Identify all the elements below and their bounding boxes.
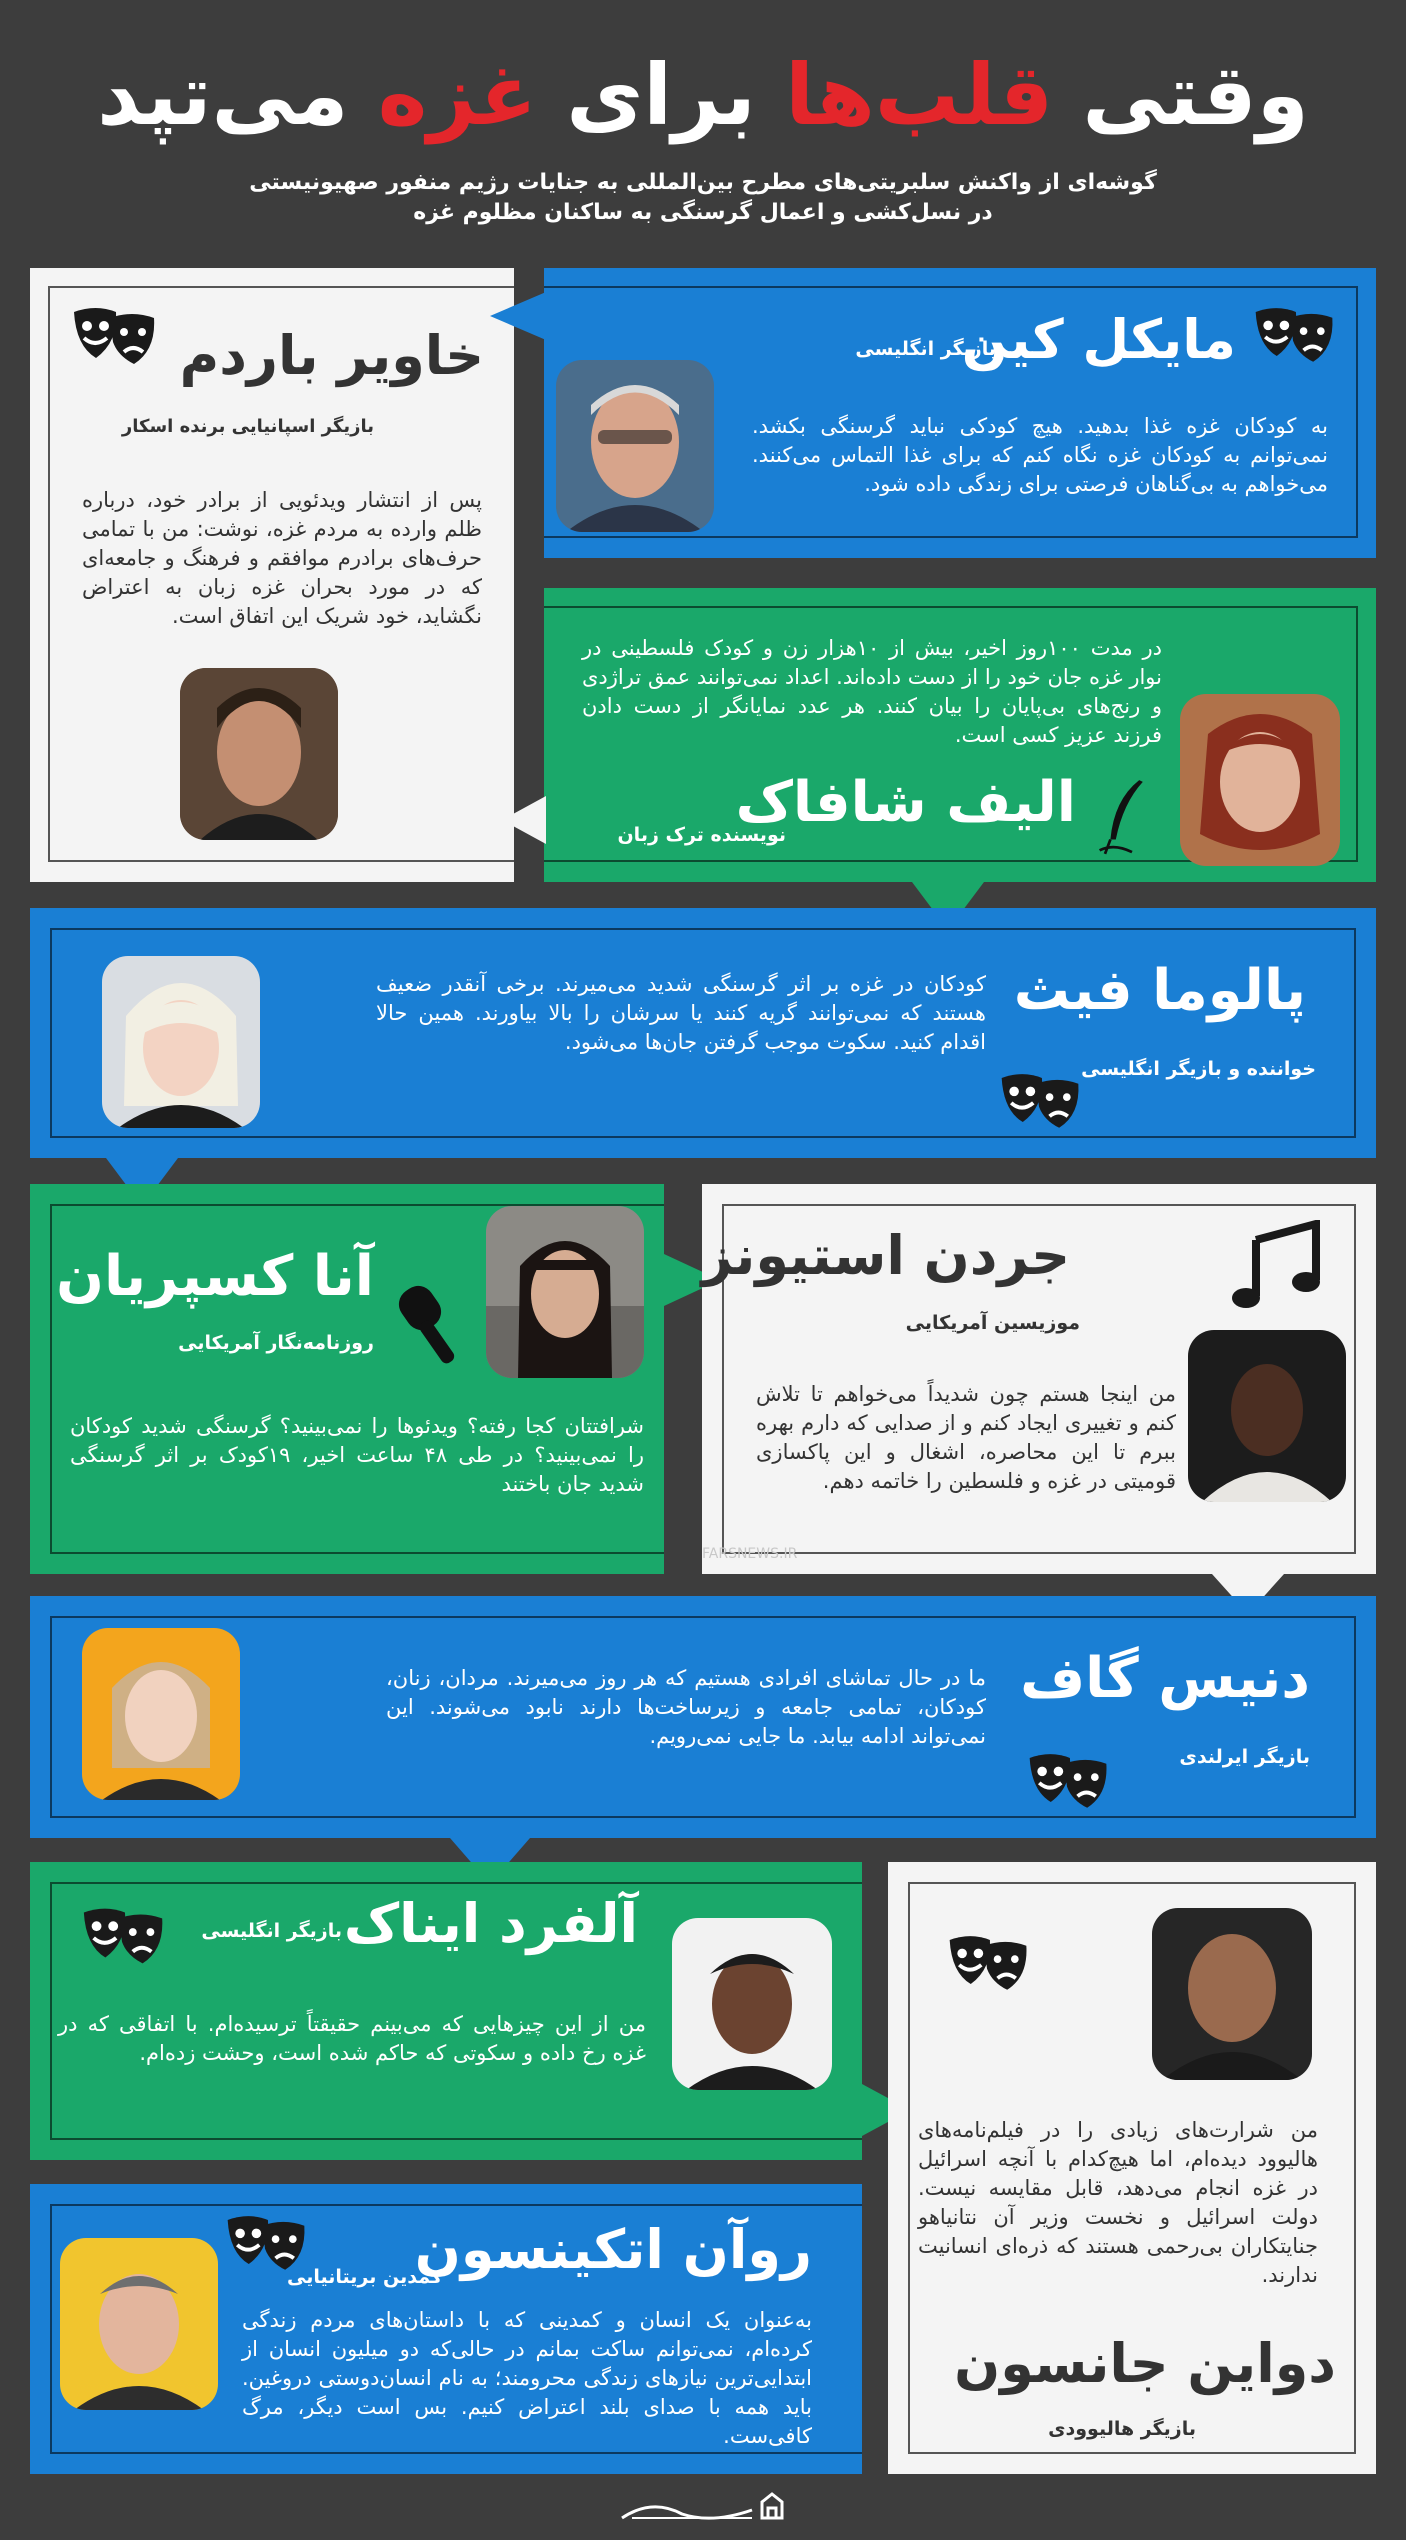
theater-masks-icon bbox=[942, 1930, 1034, 1994]
card-name: دنیس گاف bbox=[1020, 1646, 1310, 1711]
theater-masks-icon bbox=[220, 2210, 312, 2274]
card-denise-gough bbox=[30, 1596, 1376, 1838]
theater-masks-icon bbox=[1248, 302, 1340, 366]
pointer-arrow bbox=[490, 292, 546, 340]
avatar bbox=[1180, 694, 1340, 866]
card-ana-kasparian bbox=[30, 1184, 664, 1574]
card-name: دواین جانسون bbox=[954, 2332, 1336, 2395]
avatar bbox=[60, 2238, 218, 2410]
card-role: خواننده و بازیگر انگلیسی bbox=[1081, 1058, 1316, 1080]
card-quote: ما در حال تماشای افرادی هستیم که هر روز می‌میرند. مردان، زنان، کودکان، تمامی جامعه و زیرساخت‌ها دارند نابود می‌شوند. این نمی‌تواند ادامه بیابد. ما جایی نمی‌رویم. bbox=[386, 1666, 986, 1748]
card-rowan-atkinson bbox=[30, 2184, 862, 2474]
avatar bbox=[180, 668, 338, 840]
card-role: بازیگر انگلیسی bbox=[201, 1920, 342, 1942]
microphone-icon bbox=[394, 1280, 474, 1370]
card-alfred-enoch bbox=[30, 1862, 862, 2160]
avatar bbox=[102, 956, 260, 1128]
title-word-2: برای bbox=[566, 46, 756, 144]
card-elif-shafak bbox=[544, 588, 1376, 882]
card-javier-bardem bbox=[30, 268, 514, 882]
avatar bbox=[82, 1628, 240, 1800]
theater-masks-icon bbox=[994, 1068, 1086, 1132]
card-quote: به‌عنوان یک انسان و کمدینی که با داستان‌های مردم زندگی کرده‌ام، نمی‌توانم ساکت بمانم در حالی‌که دو میلیون انسان از ابتدایی‌ترین نیازهای زندگی محرومند؛ به نام انسان‌دوستی دروغین. باید همه با صدای بلند اعتراض کنیم. بس است دیگر، مرگ کافی‌ست. bbox=[242, 2308, 812, 2448]
card-quote: در مدت ۱۰۰روز اخیر، بیش از ۱۰هزار زن و کودک فلسطینی در نوار غزه جان خود را از دست داده‌اند. اعداد نمی‌توانند عمق تراژدی و رنج‌های بی‌پایان را بیان کنند. هر عدد نمایانگر از دست دادن فرزند عزیز کسی است. bbox=[582, 636, 1162, 747]
card-role: بازیگر اسپانیایی برنده اسکار bbox=[121, 416, 374, 437]
card-role: کمدین بریتانیایی bbox=[287, 2266, 442, 2288]
card-dwayne-johnson bbox=[888, 1862, 1376, 2474]
card-quote: کودکان در غزه بر اثر گرسنگی شدید می‌میرند. برخی آنقدر ضعیف هستند که نمی‌توانند گریه کنند یا سرشان را بالا بیاورند. همین حالا اقدام کنید. سکوت موجب گرفتن جان‌ها می‌شود. bbox=[376, 972, 986, 1054]
card-role: نویسنده ترک زبان bbox=[617, 824, 786, 846]
title-word-3: می‌تپد bbox=[97, 46, 349, 144]
title-word-1: وقتی bbox=[1082, 46, 1309, 144]
title-word-hearts: قلب‌ها bbox=[785, 46, 1054, 144]
avatar bbox=[486, 1206, 644, 1378]
card-jordan-stephens bbox=[702, 1184, 1376, 1574]
theater-masks-icon bbox=[66, 302, 162, 368]
card-role: موزیسین آمریکایی bbox=[905, 1312, 1080, 1334]
card-name: روآن اتکینسون bbox=[414, 2218, 812, 2281]
page-title bbox=[0, 40, 1406, 150]
theater-masks-icon bbox=[1022, 1748, 1114, 1812]
subtitle-line-2: در نسل‌کشی و اعمال گرسنگی به ساکنان مظلوم غزه bbox=[413, 200, 993, 225]
card-name: الیف شافاک bbox=[735, 770, 1076, 835]
card-paloma-faith bbox=[30, 908, 1376, 1158]
card-quote: من اینجا هستم چون شدیداً می‌خواهم تا تلاش کنم و تغییری ایجاد کنم و از صدایی که دارم بهره ببرم تا این محاصره، اشغال و این پاکسازی قومیتی در غزه و فلسطین را خاتمه دهم. bbox=[756, 1382, 1176, 1493]
card-role: بازیگر ایرلندی bbox=[1179, 1746, 1310, 1768]
logo-icon bbox=[612, 2488, 792, 2530]
card-name: آنا کسپریان bbox=[56, 1244, 374, 1309]
avatar bbox=[1152, 1908, 1312, 2080]
avatar bbox=[1188, 1330, 1346, 1502]
watermark: FARSNEWS.IR bbox=[702, 1546, 798, 1562]
card-quote: شرافتتان کجا رفته؟ ویدئوها را نمی‌بینید؟ گرسنگی شدید کودکان را نمی‌بینید؟ در طی ۴۸ ساعت اخیر، ۱۹کودک بر اثر گرسنگی شدید جان باختند bbox=[70, 1414, 644, 1496]
card-quote: من از این چیزهایی که می‌بینم حقیقتاً ترسیده‌ام. با اتفاقی که در غزه رخ داده و سکوتی که حاکم شده است، وحشت زده‌ام. bbox=[58, 2012, 646, 2065]
card-name: خاویر باردم bbox=[179, 324, 484, 387]
avatar bbox=[672, 1918, 832, 2090]
page-subtitle bbox=[0, 168, 1406, 228]
music-notes-icon bbox=[1226, 1220, 1336, 1310]
title-word-gaza: غزه bbox=[377, 46, 537, 144]
card-role: بازیگر انگلیسی bbox=[855, 338, 996, 360]
card-quote: به کودکان غزه غذا بدهید. هیچ کودکی نباید گرسنگی بکشد. نمی‌توانم به کودکان غزه نگاه کنم که برای غذا التماس می‌کنند. می‌خواهم به بی‌گناهان فرصتی برای زندگی داده شود. bbox=[752, 414, 1328, 496]
card-name: آلفرد ایناک bbox=[343, 1892, 638, 1955]
card-michael-caine bbox=[544, 268, 1376, 558]
avatar bbox=[556, 360, 714, 532]
card-role: بازیگر هالیوودی bbox=[1048, 2418, 1196, 2440]
pointer-arrow bbox=[502, 796, 546, 844]
quill-pen-icon bbox=[1096, 774, 1150, 860]
theater-masks-icon bbox=[76, 1902, 170, 1968]
card-quote: من شرارت‌های زیادی را در فیلم‌نامه‌های هالیوود دیده‌ام، اما هیچ‌کدام با آنچه اسرائیل در غزه انجام می‌دهد، قابل مقایسه نیست. دولت اسرائیل و نخست وزیر آن نتانیاهو جنایتکاران بی‌رحمی هستند که ذره‌ای انسانیت ندارند. bbox=[918, 2118, 1318, 2287]
card-name: مایکل کین bbox=[961, 308, 1236, 371]
card-name: پالوما فیث bbox=[1013, 958, 1306, 1023]
subtitle-line-1: گوشه‌ای از واکنش سلبریتی‌های مطرح بین‌المللی به جنایات رژیم منفور صهیونیستی bbox=[249, 170, 1157, 195]
card-role: روزنامه‌نگار آمریکایی bbox=[178, 1332, 374, 1354]
card-quote: پس از انتشار ویدئویی از برادر خود، درباره ظلم وارده به مردم غزه، نوشت: من با تمامی حرف‌های برادرم موافقم و فرهنگ و جامعه‌ای که در مورد بحران غزه زبان به اعتراض نگشاید، خود شریک این اتفاق است. bbox=[82, 488, 482, 628]
card-name: جردن استیونز bbox=[701, 1224, 1070, 1287]
